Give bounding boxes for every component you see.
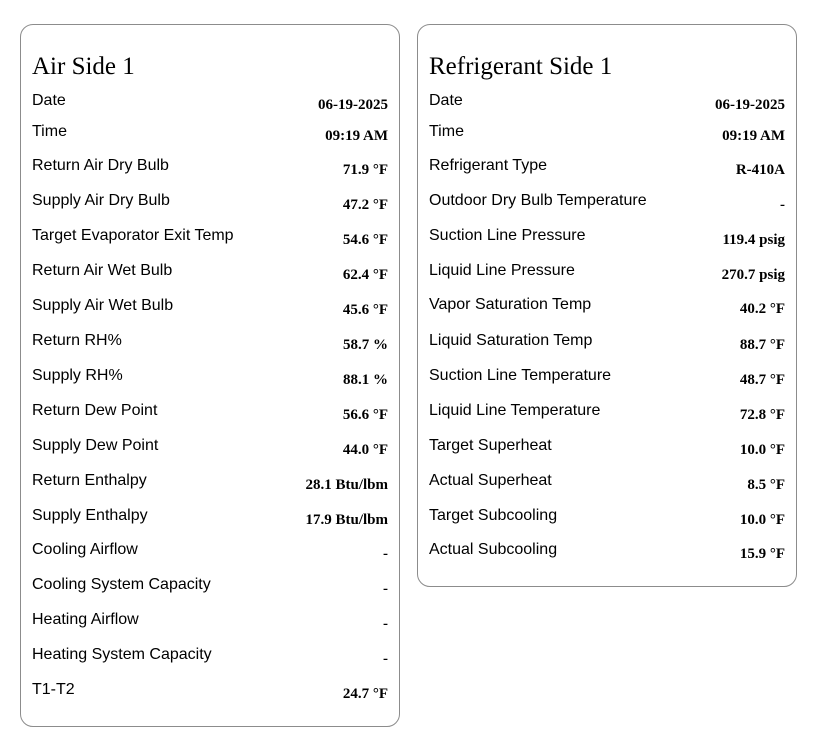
row-label: Time: [32, 123, 67, 140]
row-value: 15.9 °F: [739, 546, 785, 562]
row-value: -: [383, 651, 388, 667]
row-value: 24.7 °F: [342, 686, 388, 702]
row-value: 71.9 °F: [342, 162, 388, 178]
data-row: [429, 399, 785, 429]
data-row: [32, 364, 388, 394]
data-row: [32, 189, 388, 219]
data-row: [429, 189, 785, 219]
row-value: 28.1 Btu/lbm: [305, 477, 388, 493]
data-row: [32, 259, 388, 289]
refrigerant-side-panel: [417, 24, 797, 587]
row-label: Date: [32, 92, 66, 109]
row-label: Supply Air Dry Bulb: [32, 192, 170, 209]
data-row: [429, 538, 785, 568]
data-row: [32, 573, 388, 603]
row-label: Suction Line Pressure: [429, 227, 586, 244]
data-row: [32, 434, 388, 464]
data-row: [32, 643, 388, 673]
data-row: [32, 224, 388, 254]
row-label: Liquid Line Pressure: [429, 262, 575, 279]
data-row: [429, 120, 785, 150]
data-row: [32, 89, 388, 119]
row-label: Supply Enthalpy: [32, 507, 148, 524]
row-value: 06-19-2025: [318, 97, 388, 113]
data-row: [32, 154, 388, 184]
row-label: Return Air Dry Bulb: [32, 157, 169, 174]
row-label: Actual Superheat: [429, 472, 552, 489]
data-row: [429, 259, 785, 289]
row-label: Return Enthalpy: [32, 472, 147, 489]
row-label: Target Superheat: [429, 437, 552, 454]
row-value: 09:19 AM: [722, 128, 785, 144]
row-label: Time: [429, 123, 464, 140]
data-row: [32, 504, 388, 534]
row-label: Vapor Saturation Temp: [429, 296, 592, 313]
row-value: 62.4 °F: [342, 267, 388, 283]
row-label: Actual Subcooling: [429, 541, 558, 558]
data-row: [32, 399, 388, 429]
row-label: Heating System Capacity: [32, 646, 212, 663]
row-label: Liquid Saturation Temp: [429, 332, 593, 349]
row-label: Return Air Wet Bulb: [32, 262, 173, 279]
row-label: Return Dew Point: [32, 402, 158, 419]
row-value: 17.9 Btu/lbm: [305, 512, 388, 528]
data-row: [429, 89, 785, 119]
data-row: [429, 293, 785, 323]
row-label: Cooling System Capacity: [32, 576, 211, 593]
row-label: Outdoor Dry Bulb Temperature: [429, 192, 647, 209]
row-label: T1-T2: [32, 681, 75, 698]
row-label: Cooling Airflow: [32, 541, 138, 558]
air-side-panel: [20, 24, 400, 727]
data-row: [429, 329, 785, 359]
row-value: 10.0 °F: [739, 512, 785, 528]
air-side-title: Air Side 1: [32, 53, 135, 80]
row-value: R-410A: [735, 162, 785, 178]
data-row: [32, 678, 388, 708]
data-row: [429, 224, 785, 254]
row-value: 45.6 °F: [342, 302, 388, 318]
row-value: 40.2 °F: [739, 301, 785, 317]
data-row: [32, 294, 388, 324]
row-value: -: [383, 546, 388, 562]
row-value: 54.6 °F: [342, 232, 388, 248]
row-label: Return RH%: [32, 332, 122, 349]
row-value: 09:19 AM: [325, 128, 388, 144]
row-label: Refrigerant Type: [429, 157, 547, 174]
row-value: 58.7 %: [343, 337, 388, 353]
refrigerant-side-title: Refrigerant Side 1: [429, 53, 613, 80]
row-label: Target Evaporator Exit Temp: [32, 227, 234, 244]
row-label: Supply Dew Point: [32, 437, 159, 454]
row-value: 48.7 °F: [739, 372, 785, 388]
data-row: [32, 329, 388, 359]
data-row: [32, 469, 388, 499]
row-value: 56.6 °F: [342, 407, 388, 423]
row-value: 47.2 °F: [342, 197, 388, 213]
row-label: Liquid Line Temperature: [429, 402, 601, 419]
row-value: 88.1 %: [343, 372, 388, 388]
row-label: Supply RH%: [32, 367, 123, 384]
data-row: [429, 504, 785, 534]
data-row: [32, 120, 388, 150]
row-label: Supply Air Wet Bulb: [32, 297, 174, 314]
row-value: 44.0 °F: [342, 442, 388, 458]
row-label: Target Subcooling: [429, 507, 558, 524]
data-row: [429, 364, 785, 394]
row-value: 119.4 psig: [722, 232, 785, 248]
row-label: Date: [429, 92, 463, 109]
row-value: 270.7 psig: [721, 267, 785, 283]
row-label: Suction Line Temperature: [429, 367, 612, 384]
row-value: 72.8 °F: [739, 407, 785, 423]
row-label: Heating Airflow: [32, 611, 139, 628]
data-row: [32, 608, 388, 638]
row-value: -: [383, 616, 388, 632]
row-value: 88.7 °F: [739, 337, 785, 353]
row-value: -: [383, 581, 388, 597]
row-value: 06-19-2025: [715, 97, 785, 113]
data-row: [429, 469, 785, 499]
row-value: 10.0 °F: [739, 442, 785, 458]
row-value: 8.5 °F: [747, 477, 785, 493]
row-value: -: [780, 197, 785, 213]
data-row: [429, 434, 785, 464]
data-row: [429, 154, 785, 184]
data-row: [32, 538, 388, 568]
